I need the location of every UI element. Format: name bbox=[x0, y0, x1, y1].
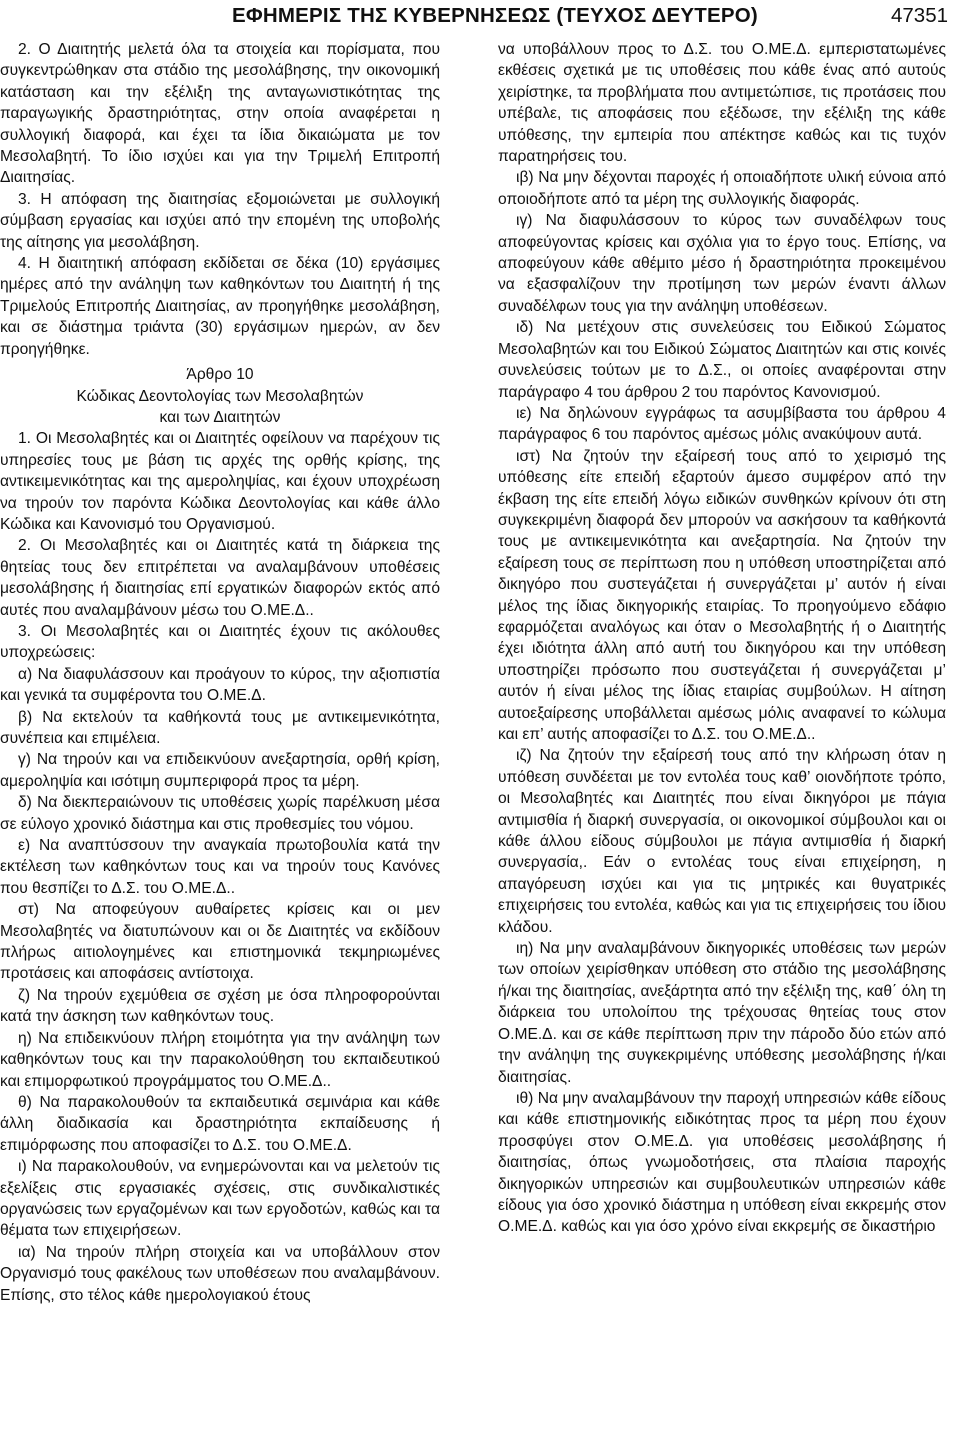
paragraph: γ) Να τηρούν και να επιδεικνύουν ανεξαρτησία, ορθή κρίση, αμεροληψία και ισότιμη συμπεριφορά προς τα μέρη. bbox=[0, 751, 440, 790]
page-number: 47351 bbox=[890, 4, 948, 27]
paragraph: 3. Η απόφαση της διαιτησίας εξομοιώνεται με συλλογική σύμβαση εργασίας και ισχύει από την επομένη της υποβολής της αίτησης για μεσολάβηση. bbox=[0, 190, 440, 251]
right-column bbox=[498, 39, 946, 1238]
article-title: και των Διαιτητών bbox=[159, 408, 281, 426]
paragraph: ιε) Να δηλώνουν εγγράφως τα ασυμβίβαστα του άρθρου 4 παράγραφος 6 του παρόντος αμέσως μόλις ανακύψουν αυτά. bbox=[498, 404, 946, 444]
paragraph: ιζ) Να ζητούν την εξαίρεσή τους από την κλήρωση όταν η υπόθεση συνδέεται με τον εντολέα τους καθ’ οιονδήποτε τρόπο, οι Μεσολαβητές και Διαιτητές που είναι δικηγόροι με πάγια αντιμισθία ή διαρκή συνεργασία, οι οικονομικοί σύμβουλοι και οι κάθε άλλου είδους σύμβουλοι με πάγια αντιμισθία ή διαρκή συνεργασία,. Εάν ο εντολέας τους είναι επιχείρηση, η απαγόρευση ισχύει και για τις μητρικές και θυγατρικές επιχειρήσεις του εντολέα, καθώς και για τις επιχειρήσεις του ίδιου κλάδου. bbox=[498, 747, 946, 936]
paragraph: 2. Ο Διαιτητής μελετά όλα τα στοιχεία και πορίσματα, που συγκεντρώθηκαν στα στάδιο της μεσολάβησης, την οικονομική κατάσταση και την εξέλιξη της ανταγωνιστικότητας της παραγωγικής δραστηριότητας, στην οποία αναφέρεται η συλλογική διαφορά, και έχει τα ίδια δικαιώματα με τον Μεσολαβητή. Το ίδιο ισχύει και για την Τριμελή Επιτροπή Διαιτησίας. bbox=[0, 41, 440, 187]
paragraph: 4. Η διαιτητική απόφαση εκδίδεται σε δέκα (10) εργάσιμες ημέρες από την ανάληψη των καθηκόντων του Διαιτητή ή της Τριμελούς Επιτροπής Διαιτησίας, αν προηγήθηκε μεσολάβηση, και σε διάστημα τριάντα (30) εργάσιμων ημερών, αν δεν προηγήθηκε. bbox=[0, 255, 440, 358]
paragraph: ιη) Να μην αναλαμβάνουν δικηγορικές υποθέσεις των μερών των οποίων χειρίσθηκαν υπόθεση στο στάδιο της μεσολάβησης ή/και της διαιτησίας, ανεξάρτητα από την εξέλιξη της, καθ΄ όλη τη διάρκεια του υπολοίπου της τρέχουσας θητείας τους στον Ο.ΜΕ.Δ. και σε κάθε περίπτωση πριν την πάροδο δύο ετών από την ανάληψη της συγκεκριμένης υπόθεσης μεσολάβησης ή/και διαιτησίας. bbox=[498, 940, 946, 1086]
paragraph: θ) Να παρακολουθούν τα εκπαιδευτικά σεμινάρια και κάθε άλλη διαδικασία και δραστηριότητα εκπαίδευσης ή επιμόρφωσης που αποφασίζει το Δ.Σ. του Ο.ΜΕ.Δ. bbox=[0, 1093, 440, 1154]
paragraph: ιδ) Να μετέχουν στις συνελεύσεις του Ειδικού Σώματος Μεσολαβητών και του Ειδικού Σώματος Διαιτητών και στις κοινές συνελεύσεις τούτων με το Δ.Σ., οι οποίες αναφέρονται στην παράγραφο 4 του άρθρου 2 του παρόντος Κανονισμού. bbox=[498, 319, 946, 401]
paragraph: η) Να επιδεικνύουν πλήρη ετοιμότητα για την ανάληψη των καθηκόντων τους και την παρακολούθηση του εκπαιδευτικού και επιμορφωτικού προγράμματος του Ο.ΜΕ.Δ.. bbox=[0, 1029, 440, 1090]
left-column bbox=[0, 39, 440, 1306]
paragraph: β) Να εκτελούν τα καθήκοντά τους με αντικειμενικότητα, συνέπεια και επιμέλεια. bbox=[0, 708, 440, 747]
paragraph: στ) Να αποφεύγουν αυθαίρετες κρίσεις και οι μεν Μεσολαβητές να διατυπώνουν και οι δε Διαιτητές να εκδίδουν πλήρως αιτιολογημένες και επιστημονικά τεκμηριωμένες προτάσεις και αποφάσεις αντίστοιχα. bbox=[0, 901, 440, 983]
paragraph: 3. Οι Μεσολαβητές και οι Διαιτητές έχουν τις ακόλουθες υποχρεώσεις: bbox=[0, 622, 440, 662]
paragraph: ζ) Να τηρούν εχεμύθεια σε σχέση με όσα πληροφορούνται κατά την άσκηση των καθηκόντων τους. bbox=[0, 986, 440, 1026]
paragraph: α) Να διαφυλάσσουν και προάγουν το κύρος, την αξιοπιστία και γενικά τα συμφέροντα του Ο.ΜΕ.Δ. bbox=[0, 665, 440, 705]
paragraph: ε) Να αναπτύσσουν την αναγκαία πρωτοβουλία κατά την εκτέλεση των καθηκόντων τους και να τηρούν τους Κανόνες που θεσπίζει το Δ.Σ. του Ο.ΜΕ.Δ.. bbox=[0, 837, 440, 897]
paragraph: ιστ) Να ζητούν την εξαίρεσή τους από το χειρισμό της υπόθεσης είτε επειδή εξαρτούν άμεσο συμφέρον από την έκβαση της είτε επειδή λόγω ειδικών συνθηκών κρίνουν ότι στη συγκεκριμένη διαφορά δεν μπορούν να ασκήσουν τα καθήκοντά τους με αντικειμενικότητα και ανεξαρτησία. Να ζητούν την εξαίρεση τους σε περίπτωση που η υπόθεση υποστηρίζεται από δικηγόρο που συστεγάζεται ή συνεργάζεται μ’ αυτόν ή είναι μέλος της ίδιας δικηγορικής εταιρίας. Το προηγούμενο εδάφιο εφαρμόζεται αναλόγως και όταν ο Μεσολαβητής ή ο Διαιτητής έχει ιδιότητα άλλη από αυτή του δικηγόρου και την υπόθεση υποστηρίζει πρόσωπο που συστεγάζεται ή συνεργάζεται μ’ αυτόν ή είναι μέλος της ίδιας εταιρίας συμβούλων. Η αίτηση αυτοεξαίρεσης υποβάλλεται αμέσως μόλις αναφανεί το κώλυμα και επ’ αυτής αποφασίζει το Δ.Σ. του Ο.ΜΕ.Δ.. bbox=[498, 447, 946, 743]
paragraph: δ) Να διεκπεραιώνουν τις υποθέσεις χωρίς παρέλκυση μέσα σε εύλογο χρονικό διάστημα και στις προθεσμίες του νόμου. bbox=[0, 794, 440, 833]
paragraph: ι) Να παρακολουθούν, να ενημερώνονται και να μελετούν τις εξελίξεις στις εργασιακές σχέσεις, στις συνδικαλιστικές οργανώσεις των εργαζομένων και των εργοδοτών, καθώς και τα θέματα των επιχειρήσεων. bbox=[0, 1158, 440, 1240]
paragraph: 2. Οι Μεσολαβητές και οι Διαιτητές κατά τη διάρκεια της θητείας τους δεν επιτρέπεται να αναλαμβάνουν υποθέσεις μεσολάβησης ή διαιτησίας επί εργατικών διαφορών εκτός από αυτές που αναλαμβάνουν μέσω του Ο.ΜΕ.Δ.. bbox=[0, 537, 440, 619]
article-title: Κώδικας Δεοντολογίας των Μεσολαβητών bbox=[76, 387, 364, 405]
paragraph: ια) Να τηρούν πλήρη στοιχεία και να υποβάλλουν στον Οργανισμό τους φακέλους των υποθέσεων που αναλαμβάνουν. Επίσης, στο τέλος κάθε ημερολογιακού έτους bbox=[0, 1243, 440, 1304]
article-number: Άρθρο 10 bbox=[186, 366, 254, 384]
gazette-title: ΕΦΗΜΕΡΙΣ ΤΗΣ ΚΥΒΕΡΝΗΣΕΩΣ (ΤΕΥΧΟΣ ΔΕΥΤΕΡΟ) bbox=[232, 4, 758, 27]
page-header bbox=[0, 4, 948, 30]
paragraph: ιβ) Να μην δέχονται παροχές ή οποιαδήποτε υλική εύνοια από οποιοδήποτε από τα μέρη της συλλογικής διαφοράς. bbox=[498, 169, 946, 208]
paragraph: 1. Οι Μεσολαβητές και οι Διαιτητές οφείλουν να παρέχουν τις υπηρεσίες τους με βάση τις αρχές της ορθής κρίσης, της αντικειμενικότητας και της αμεροληψίας, και έχουν υποχρέωση να τηρούν τον παρόντα Κώδικα Δεοντολογίας και κάθε άλλο Κώδικα και Κανονισμό του Οργανισμού. bbox=[0, 430, 440, 533]
paragraph: ιθ) Να μην αναλαμβάνουν την παροχή υπηρεσιών κάθε είδους και κάθε επιστημονικής ειδικότητας προς τα μέρη που έχουν προσφύγει στον Ο.ΜΕ.Δ. για υποθέσεις μεσολάβησης ή διαιτησίας, όπως γνωμοδοτήσεις, στα πλαίσια παροχής δικηγορικών υπηρεσιών και συμβουλευτικών υπηρεσιών κάθε είδους για όσο χρονικό διάστημα η υπόθεση είναι εκκρεμής στον Ο.ΜΕ.Δ. καθώς και για όσο χρόνο είναι εκκρεμής σε δικαστήριο bbox=[498, 1089, 946, 1236]
paragraph: να υποβάλλουν προς το Δ.Σ. του Ο.ΜΕ.Δ. εμπεριστατωμένες εκθέσεις σχετικά με τις υποθέσεις που κάθε ένας από αυτούς χειρίστηκε, τα προβλήματα που αντιμετώπισε, τις προτάσεις που υπέβαλε, τις αποφάσεις που εξέδωσε, την εξέλιξη της κάθε υπόθεσης, την εμπειρία που απέκτησε καθώς και τις τυχόν παρατηρήσεις του. bbox=[498, 41, 946, 166]
paragraph: ιγ) Να διαφυλάσσουν το κύρος των συναδέλφων τους αποφεύγοντας κρίσεις και σχόλια για το έργο τους. Επίσης, να αποφεύγουν κάθε αθέμιτο μέσο ή δραστηριότητα προκειμένου να εξασφαλίζουν την προτίμηση των μερών έναντι άλλων συναδέλφων τους για την ανάληψη υποθέσεων. bbox=[498, 212, 946, 315]
